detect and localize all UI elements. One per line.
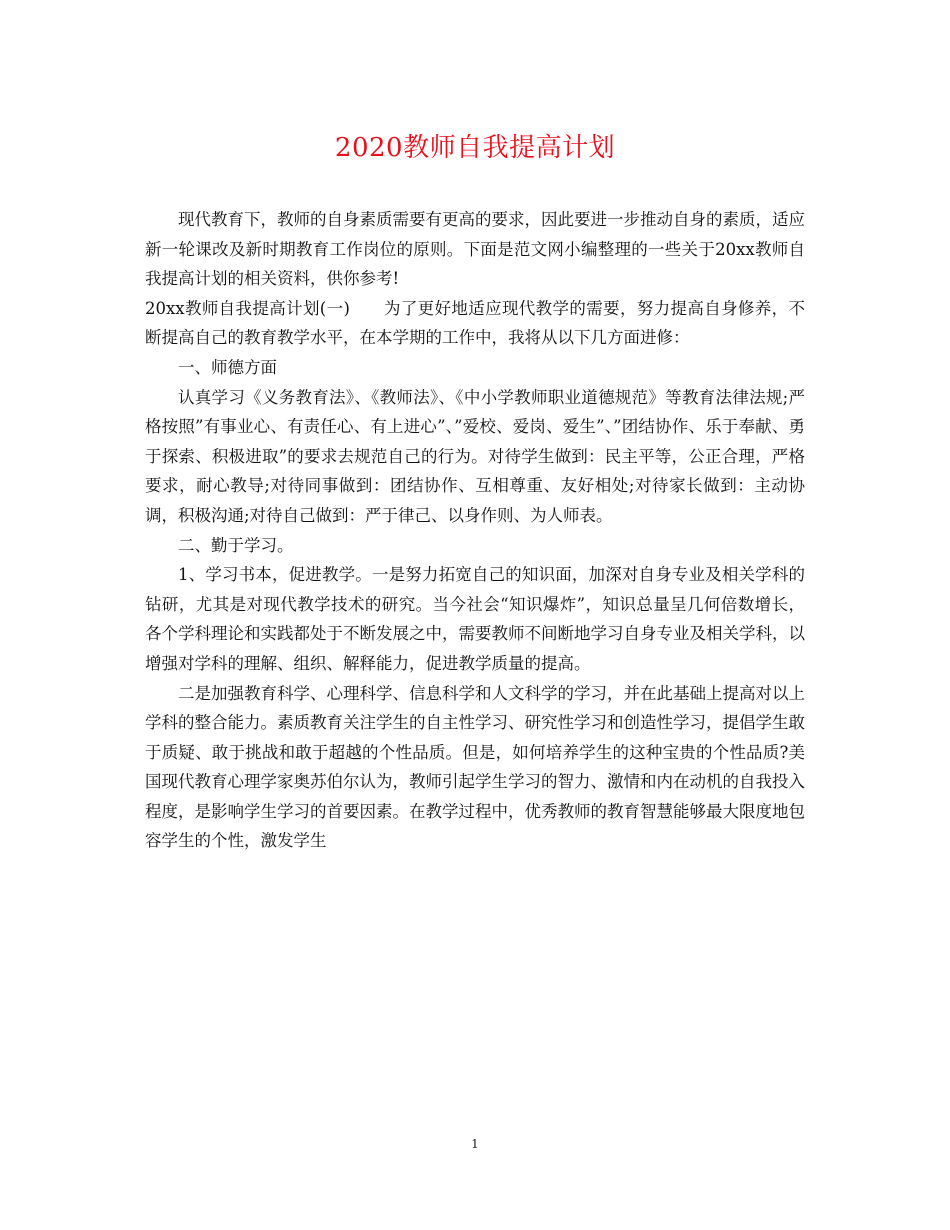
document-body bbox=[145, 205, 805, 856]
body-paragraph-study-books: 1、学习书本，促进教学。一是努力拓宽自己的知识面，加深对自身专业及相关学科的钻研，尤其是对现代教学技术的研究。当今社会“知识爆炸”，知识总量呈几何倍数增长，各个学科理论和实践都处于不断发展之中，需要教师不间断地学习自身专业及相关学科，以增强对学科的理解、组织、解释能力，促进教学质量的提高。 bbox=[145, 565, 805, 673]
body-paragraph-study-sciences: 二是加强教育科学、心理科学、信息科学和人文科学的学习，并在此基础上提高对以上学科的整合能力。素质教育关注学生的自主性学习、研究性学习和创造性学习，提倡学生敢于质疑、敢于挑战和敢于超越的个性品质。但是，如何培养学生的这种宝贵的个性品质?美国现代教育心理学家奥苏伯尔认为，教师引起学生学习的智力、激情和内在动机的自我投入程度，是影响学生学习的首要因素。在教学过程中，优秀教师的教育智慧能够最大限度地包容学生的个性，激发学生 bbox=[145, 683, 805, 851]
page-number: 1 bbox=[471, 1137, 479, 1151]
body-paragraph-intro: 现代教育下，教师的自身素质需要有更高的要求，因此要进一步推动自身的素质，适应新一轮课改及新时期教育工作岗位的原则。下面是范文网小编整理的一些关于20xx教师自我提高计划的相关资料，供你参考! bbox=[145, 210, 805, 289]
body-paragraph-plan-heading: 20xx教师自我提高计划(一) 为了更好地适应现代教学的需要，努力提高自身修养，不断提高自己的教育教学水平，在本学期的工作中，我将从以下几方面进修： bbox=[145, 298, 805, 348]
document-title: 2020教师自我提高计划 bbox=[334, 133, 616, 163]
body-paragraph-ethics: 认真学习《义务教育法》、《教师法》、《中小学教师职业道德规范》等教育法律法规;严格按照”有事业心、有责任心、有上进心”、”爱校、爱岗、爱生”、”团结协作、乐于奉献、勇于探索、积极进取”的要求去规范自己的行为。对待学生做到：民主平等，公正合理，严格要求，耐心教导;对待同事做到：团结协作、互相尊重、友好相处;对待家长做到：主动协调，积极沟通;对待自己做到：严于律己、以身作则、为人师表。 bbox=[145, 387, 805, 525]
section-heading-ethics: 一、师德方面 bbox=[178, 357, 277, 377]
section-heading-study: 二、勤于学习。 bbox=[178, 535, 294, 555]
